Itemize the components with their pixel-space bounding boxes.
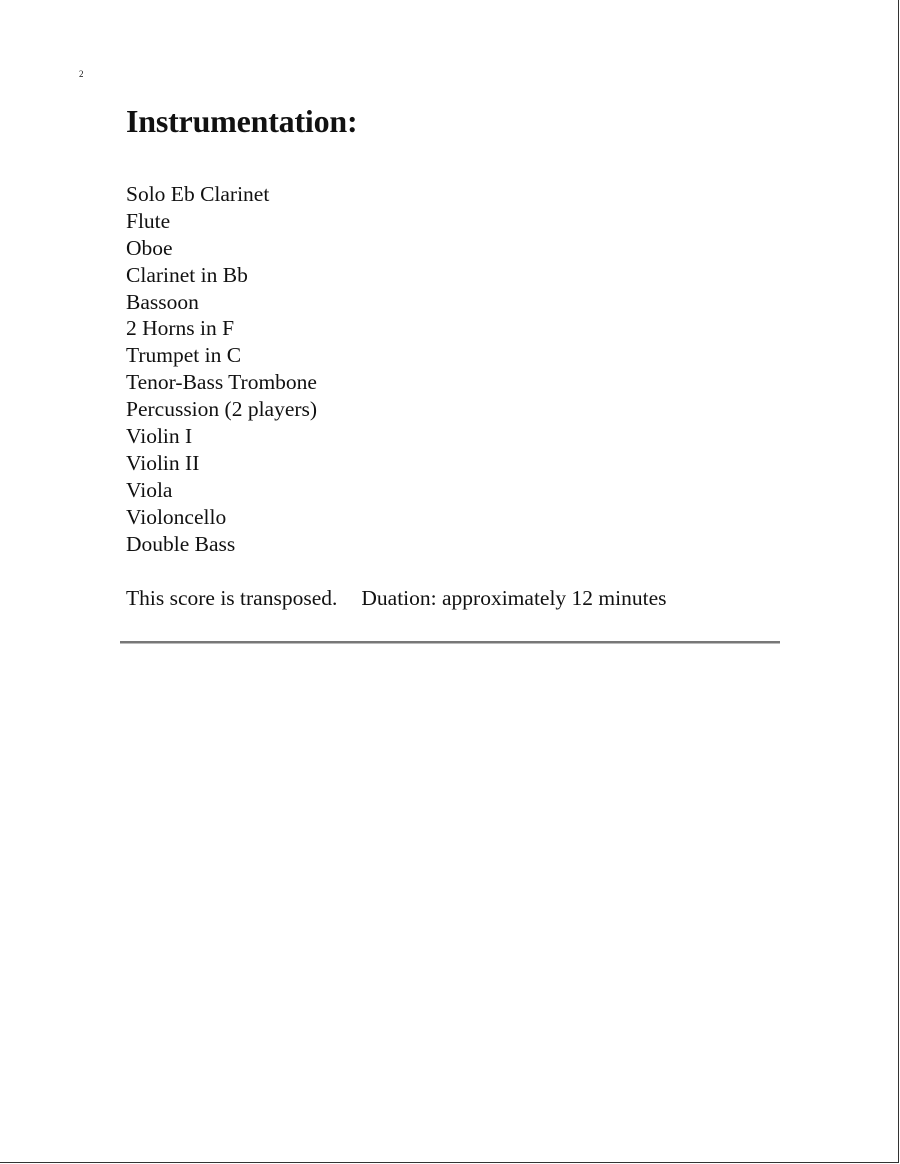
instrument-item: Trumpet in C	[126, 343, 242, 368]
instrument-item: Bassoon	[126, 289, 199, 314]
instrument-item: Clarinet in Bb	[126, 262, 248, 287]
instrument-item: Violoncello	[126, 504, 227, 529]
instrument-item: Tenor-Bass Trombone	[126, 370, 317, 395]
instrument-item: Violin II	[126, 450, 200, 475]
instrument-item: Double Bass	[126, 531, 236, 556]
page-number: 2	[79, 69, 84, 79]
instrument-item: Solo Eb Clarinet	[126, 182, 270, 206]
instrument-item: Flute	[126, 208, 171, 233]
instrument-item: Oboe	[126, 235, 173, 260]
instrument-item: Violin I	[126, 424, 193, 449]
page-title: Instrumentation:	[126, 103, 358, 139]
horizontal-rule	[120, 641, 780, 644]
transposition-note: This score is transposed.	[126, 586, 338, 610]
instrument-item: Percussion (2 players)	[126, 397, 318, 422]
score-notes	[126, 585, 667, 612]
instrument-list	[126, 181, 317, 557]
instrument-item: 2 Horns in F	[126, 316, 235, 341]
duration-note: Duation: approximately 12 minutes	[361, 586, 667, 610]
instrument-item: Viola	[126, 477, 173, 502]
